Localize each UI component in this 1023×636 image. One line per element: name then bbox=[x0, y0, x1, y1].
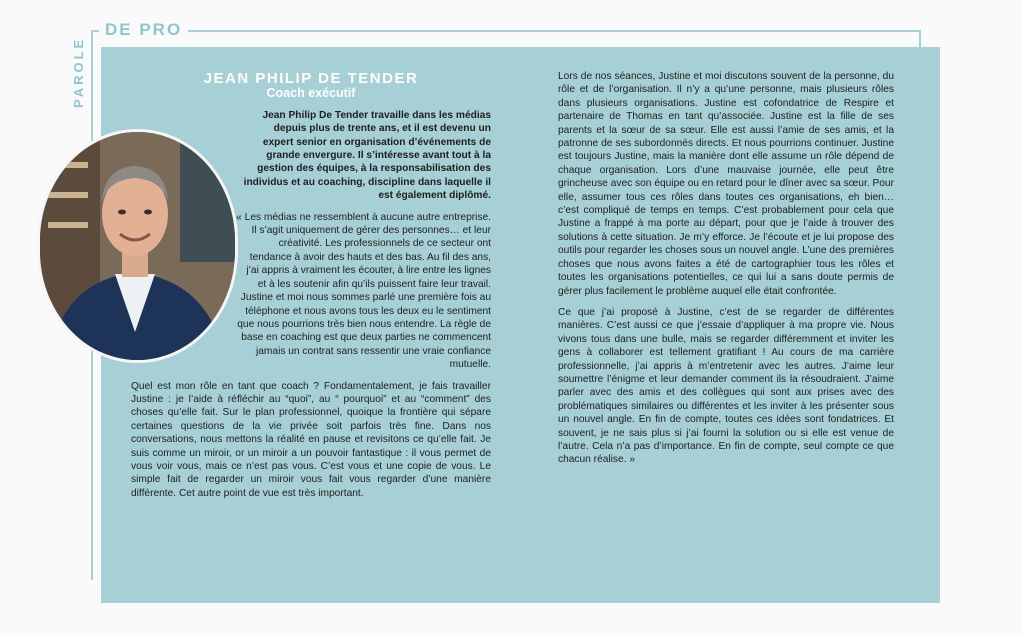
article-right-column bbox=[558, 70, 894, 475]
article-paragraph-2: Quel est mon rôle en tant que coach ? Fondamentalement, je fais travailler Justine : je l’aide à réfléchir au “quoi”, au “ pourquoi” et au “comment” des choses qu’elle fait. Sur le plan professionnel, quoique la frontière qui sépare certaines questions de la vie privée soit parfois très fine. Dans nos conversations, nous mettons la réalité en pause et revisitons ce qu’elle fait. Je suis comme un miroir, or un miroir a un pouvoir fantastique : il vous permet de vous voir vous, mais ce n’est pas vous. C’est vous et une copie de vous. Le simple fait de regarder un miroir vous fait vous regarder d’une manière différente. Cet autre point de vue est très important. bbox=[131, 380, 491, 499]
section-label-horizontal: DE PRO bbox=[99, 20, 188, 40]
article-intro: Jean Philip De Tender travaille dans les médias depuis plus de trente ans, et il est devenu un expert senior en organisation d’événements de grande envergure. Il s’intéresse avant tout à la gestion des équipes, à la responsabilisation des individus et au coaching, discipline dans laquelle il est également diplômé. bbox=[243, 109, 491, 202]
frame-line-right bbox=[919, 30, 921, 48]
person-name: JEAN PHILIP DE TENDER bbox=[203, 70, 419, 87]
article-left-column bbox=[131, 68, 491, 508]
section-label-vertical: PAROLE bbox=[71, 36, 86, 108]
frame-line-top bbox=[91, 30, 921, 32]
article-paragraph-4: Ce que j’ai proposé à Justine, c’est de se regarder de différentes manières. C’est aussi ce que j’essaie d’appliquer à ma propre vie. Nous vivons tous dans une bulle, mais se regarder différemment et inviter les gens à collaborer est tellement gratifiant ! Au cours de ma carrière professionnelle, j’ai appris à m’entretenir avec les autres. J’aime leur soumettre l’énigme et leur demander comment ils la résoudraient. J’aime parler avec des amis et des collègues qui sont aux prises avec des problématiques similaires ou différentes et les inviter à les présenter sous un nouvel angle. En fin de compte, toutes ces idées sont fondatrices. Et souvent, je ne sais plus si j’ai fourni la solution ou si elle est venue de l’autre. Cela n’a pas d’importance. En fin de compte, seul compte ce que chacun réalise. » bbox=[558, 306, 894, 466]
person-role: Coach exécutif bbox=[266, 86, 356, 101]
article-paragraph-1: « Les médias ne ressemblent à aucune autre entreprise. Il s’agit uniquement de gérer des personnes… et leur créativité. Les professionnels de ce secteur ont tendance à avoir des hauts et des bas. Au fil des ans, j’ai appris à vraiment les écouter, à lire entre les lignes et à les soutenir afin qu’ils puissent faire leur travail. Justine et moi nous sommes parlé une première fois au téléphone et nous avons tous les deux eu le sentiment que nous pourrions très bien nous entendre. La règle de base en coaching est que deux parties ne commencent jamais un contrat sans ressentir une vraie confiance mutuelle. bbox=[236, 211, 491, 371]
article-paragraph-3: Lors de nos séances, Justine et moi discutons souvent de la personne, du rôle et de l’organisation. Il n’y a qu’une personne, mais plusieurs rôles dans plusieurs organisations. Justine est cofondatrice de Respire et partenaire de Thomas en tant qu’associée. Justine est la fille de ses parents et la sœur de sa sœur. Elle est aussi l’amie de ses amis, et la patronne de ses subordonnés directs. Et nous pourrions continuer. Justine est toujours Justine, mais la manière dont elle assume un rôle dépend de chaque organisation. Lors d’une mauvaise journée, elle peut être grincheuse avec son équipe ou en retard pour le dîner avec sa sœur. Pour elle, assumer tous ces rôles dans toutes ces organisations, eh bien… c’est compliqué de temps en temps. C’est probablement pour cela que Justine a frappé à ma porte au départ, pour que je l’aide à trouver des solutions à cette situation. Je m’y efforce. Je l’écoute et je lui propose des outils pour regarder les choses sous un nouvel angle. L’une des premières choses que nous avons faites a été de cartographier tous les rôles et toutes les organisations potentielles, ce qui lui a sans doute permis de gérer plus facilement le problème auquel elle était confrontée. bbox=[558, 71, 894, 297]
